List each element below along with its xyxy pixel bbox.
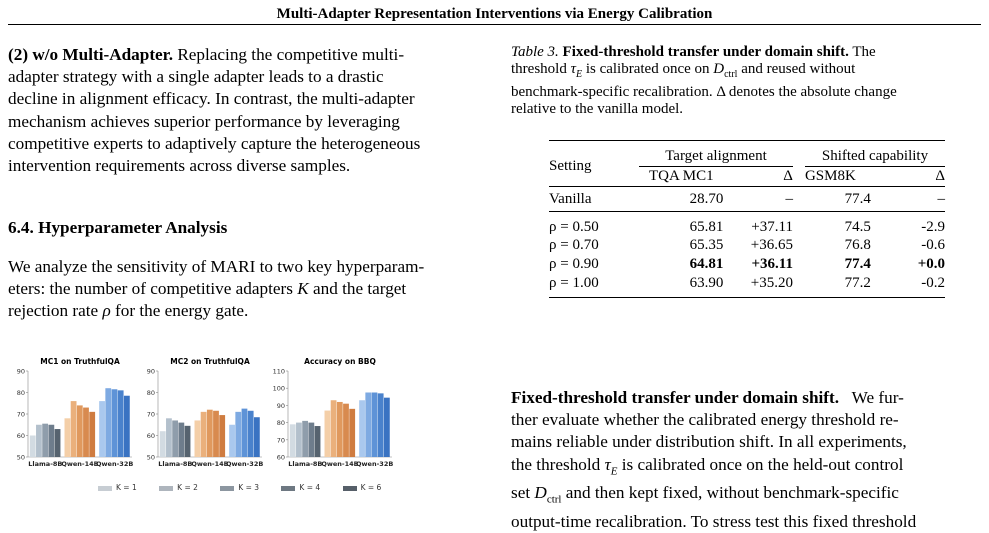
bar: [372, 393, 378, 458]
bar: [118, 390, 124, 457]
x-tick-label: Qwen-32B: [96, 460, 134, 468]
bar: [365, 393, 371, 458]
x-tick-label: Llama-8B: [158, 460, 193, 468]
bar: [77, 405, 83, 457]
table-row: ρ = 0.50 65.81 +37.11 74.5 -2.9: [549, 219, 945, 235]
bar: [325, 411, 331, 457]
x-tick-label: Llama-8B: [288, 460, 323, 468]
bar: [219, 415, 225, 457]
bar: [384, 398, 390, 457]
legend-item: K = 3: [220, 483, 259, 492]
bar: [195, 420, 201, 457]
table-row-highlight: ρ = 0.90 64.81 +36.11 77.4 +0.0: [549, 256, 945, 272]
y-tick-label: 100: [272, 384, 285, 393]
y-tick-label: 90: [146, 367, 155, 376]
bar: [65, 418, 71, 457]
results-table: Setting Target alignment Shifted capability TQA MC1 Δ GSM8K Δ Vanilla 28.70 – 77.4 – ρ = 0.50 65.81 +37.11 74.5 -2.9 ρ = 0.70 65.35 +36.65 76.8 -0.6 ρ = 0.90 64.81 +36.11 77.4 +0.0 ρ = 1.00 63.90 +35.20 77.2 -0.2: [549, 140, 945, 298]
bar: [185, 426, 191, 457]
bar: [172, 420, 178, 457]
bar: [213, 411, 219, 457]
bar: [89, 412, 95, 457]
bar: [36, 425, 42, 457]
bar: [124, 396, 130, 457]
bar: [30, 436, 36, 458]
y-tick-label: 70: [146, 410, 155, 419]
paragraph-ablation: (2) w/o Multi-Adapter. Replacing the competitive multi- adapter strategy with a single adapter leads to a drastic decline in alignment efficacy. In contrast, the multi-adapter mechanism achieves superior performance by leveraging competitive experts to adaptively capture the heterogeneous intervention requirements across diverse samples.: [8, 45, 421, 176]
legend-item: K = 6: [343, 483, 382, 492]
running-header: Multi-Adapter Representation Interventions via Energy Calibration: [276, 6, 713, 22]
bar: [302, 421, 308, 457]
bar: [254, 417, 260, 457]
bar: [337, 402, 343, 457]
table-caption: Table 3. Fixed-threshold transfer under domain shift. The threshold $\tau_E$ is calibrated once on $D_{ctrl}$ and reused without benchmark-specific recalibration. Δ denotes the absolute change relative to the vanilla model.: [511, 44, 897, 118]
table-row: ρ = 1.00 63.90 +35.20 77.2 -0.2: [549, 274, 945, 298]
chart-legend: [98, 483, 401, 492]
bar: [178, 423, 184, 457]
x-tick-label: Qwen-14B: [191, 460, 229, 468]
bar: [235, 412, 241, 457]
legend-item: K = 4: [281, 483, 320, 492]
bar: [42, 424, 48, 457]
bar: [48, 425, 54, 457]
x-tick-label: Qwen-14B: [61, 460, 99, 468]
y-tick-label: 60: [16, 432, 25, 440]
bar: [296, 423, 302, 457]
x-tick-label: Qwen-32B: [356, 460, 394, 468]
bar: [343, 404, 349, 457]
bar: [99, 401, 105, 457]
paragraph-transfer: Fixed-threshold transfer under domain shift. We fur- ther evaluate whether the calibrated energy threshold re- mains reliable under distribution shift. In all experiments, the threshold $\tau_E$ is calibrated once on the held-out control set $D_{ctrl}$ and then kept fixed, without benchmark-specific output-time recalibration. To stress test this fixed threshold: [511, 388, 917, 531]
bar: [248, 411, 254, 457]
bar: [308, 423, 314, 457]
paragraph-lead: (2) w/o Multi-Adapter.: [8, 45, 174, 64]
col-header-target: Target alignment: [639, 141, 793, 167]
x-tick-label: Qwen-32B: [226, 460, 264, 468]
bar: [166, 418, 172, 457]
bar: [71, 401, 77, 457]
y-tick-label: 90: [16, 367, 25, 376]
legend-item: K = 1: [98, 483, 137, 492]
y-tick-label: 80: [276, 419, 285, 428]
header-rule: [8, 24, 981, 25]
y-tick-label: 50: [16, 453, 25, 462]
table-row: Vanilla 28.70 – 77.4 –: [549, 187, 945, 212]
chart-title: Accuracy on BBQ: [304, 357, 376, 366]
bar: [378, 393, 384, 457]
col-header-shifted: Shifted capability: [805, 141, 945, 167]
y-tick-label: 70: [16, 410, 25, 419]
bar: [290, 424, 296, 457]
y-tick-label: 60: [146, 432, 155, 440]
bar: [83, 408, 89, 457]
bar: [105, 388, 111, 457]
table-row: ρ = 0.70 65.35 +36.65 76.8 -0.6: [549, 237, 945, 253]
bar: [349, 409, 355, 457]
bar: [55, 429, 61, 457]
legend-item: K = 2: [159, 483, 198, 492]
x-tick-label: Qwen-14B: [321, 460, 359, 468]
col-header-setting: Setting: [549, 158, 592, 174]
y-tick-label: 60: [276, 453, 285, 462]
bar: [359, 400, 365, 457]
bar: [242, 409, 248, 457]
y-tick-label: 90: [276, 401, 285, 410]
bar: [160, 431, 166, 457]
y-tick-label: 80: [16, 389, 25, 397]
y-tick-label: 110: [272, 367, 285, 376]
figure-hyperparam: [8, 355, 398, 480]
chart-title: MC1 on TruthfulQA: [40, 357, 120, 366]
paragraph-hyperparam: We analyze the sensitivity of MARI to two key hyperparam- eters: the number of competitive adapters K and the target rejection rate ρ for the energy gate.: [8, 257, 425, 321]
bar: [201, 412, 207, 457]
bar: [229, 425, 235, 457]
y-tick-label: 70: [276, 436, 285, 445]
bar: [112, 389, 118, 457]
hyperparam-charts: [8, 355, 398, 475]
bar: [331, 400, 337, 457]
chart-title: MC2 on TruthfulQA: [170, 357, 250, 366]
y-tick-label: 50: [146, 453, 155, 462]
x-tick-label: Llama-8B: [28, 460, 63, 468]
section-heading: 6.4. Hyperparameter Analysis: [8, 218, 228, 237]
y-tick-label: 80: [146, 389, 155, 397]
bar: [207, 410, 213, 457]
bar: [315, 426, 321, 457]
